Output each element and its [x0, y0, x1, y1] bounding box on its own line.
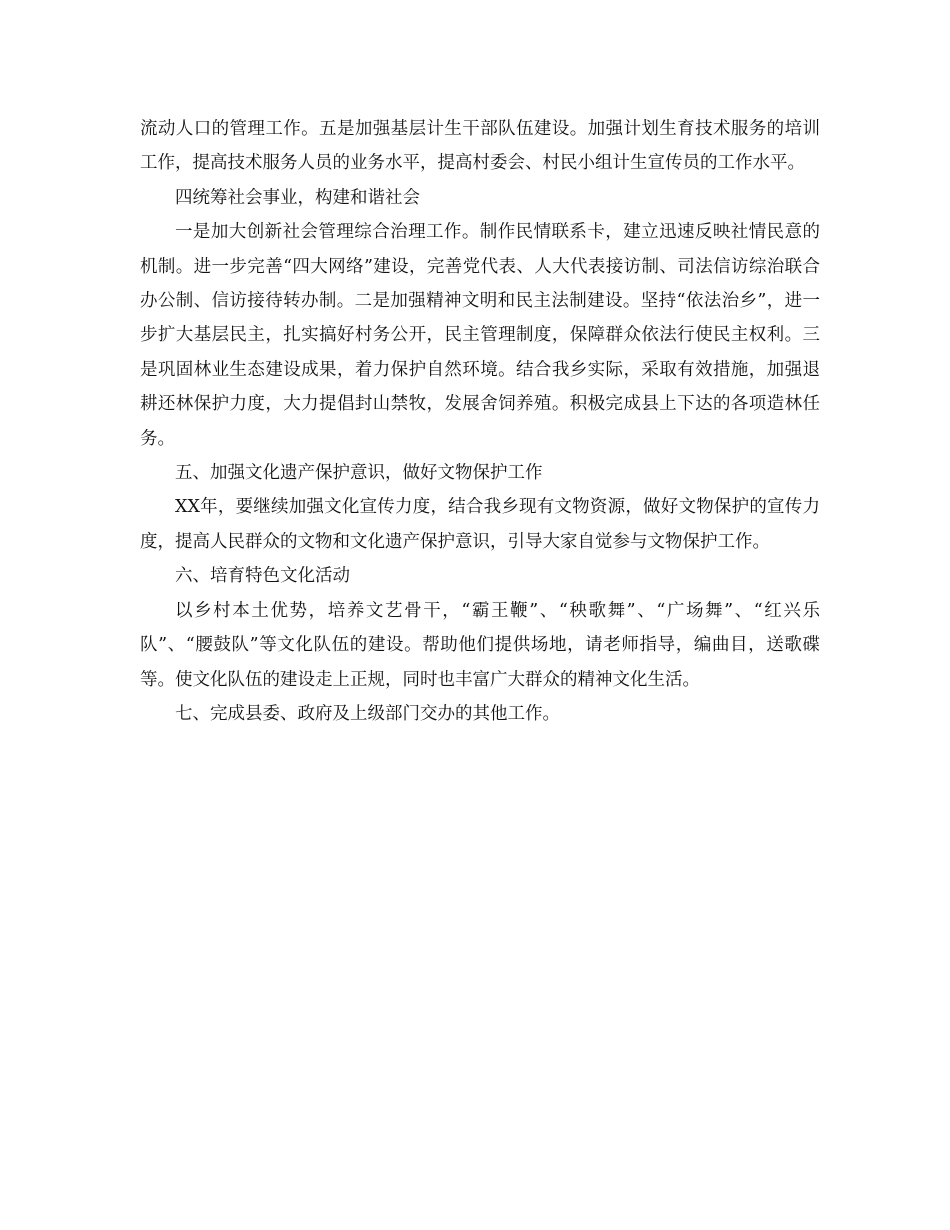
- paragraph-other-tasks: 七、完成县委、政府及上级部门交办的其他工作。: [175, 703, 560, 724]
- document-body: [140, 112, 820, 731]
- paragraph-social-governance: 一是加大创新社会管理综合治理工作。制作民情联系卡，建立迅速反映社情民意的机制。进一步完善“四大网络”建设，完善党代表、人大代表接访制、司法信访综治联合办公制、信访接待转办制。二是加强精神文明和民主法制建设。坚持“依法治乡”，进一步扩大基层民主，扎实搞好村务公开，民主管理制度，保障群众依法行使民主权利。三是巩固林业生态建设成果，着力保护自然环境。结合我乡实际，采取有效措施，加强退耕还林保护力度，大力提倡封山禁牧，发展舍饲养殖。积极完成县上下达的各项造林任务。: [140, 222, 820, 449]
- paragraph-cultural-activities: 以乡村本土优势，培养文艺骨干，“霸王鞭”、“秧歌舞”、“广场舞”、“红兴乐队”、“腰鼓队”等文化队伍的建设。帮助他们提供场地，请老师指导，编曲目，送歌碟等。使文化队伍的建设走上正规，同时也丰富广大群众的精神文化生活。: [140, 600, 820, 690]
- heading-social-undertakings: 四统筹社会事业，构建和谐社会: [175, 187, 420, 208]
- paragraph-population-management: 流动人口的管理工作。五是加强基层计生干部队伍建设。加强计划生育技术服务的培训工作，提高技术服务人员的业务水平，提高村委会、村民小组计生宣传员的工作水平。: [140, 119, 820, 174]
- heading-cultural-heritage: 五、加强文化遗产保护意识，做好文物保护工作: [175, 463, 543, 484]
- paragraph-cultural-heritage: XX年，要继续加强文化宣传力度，结合我乡现有文物资源，做好文物保护的宣传力度，提高人民群众的文物和文化遗产保护意识，引导大家自觉参与文物保护工作。: [140, 497, 820, 552]
- heading-cultural-activities: 六、培育特色文化活动: [175, 566, 350, 587]
